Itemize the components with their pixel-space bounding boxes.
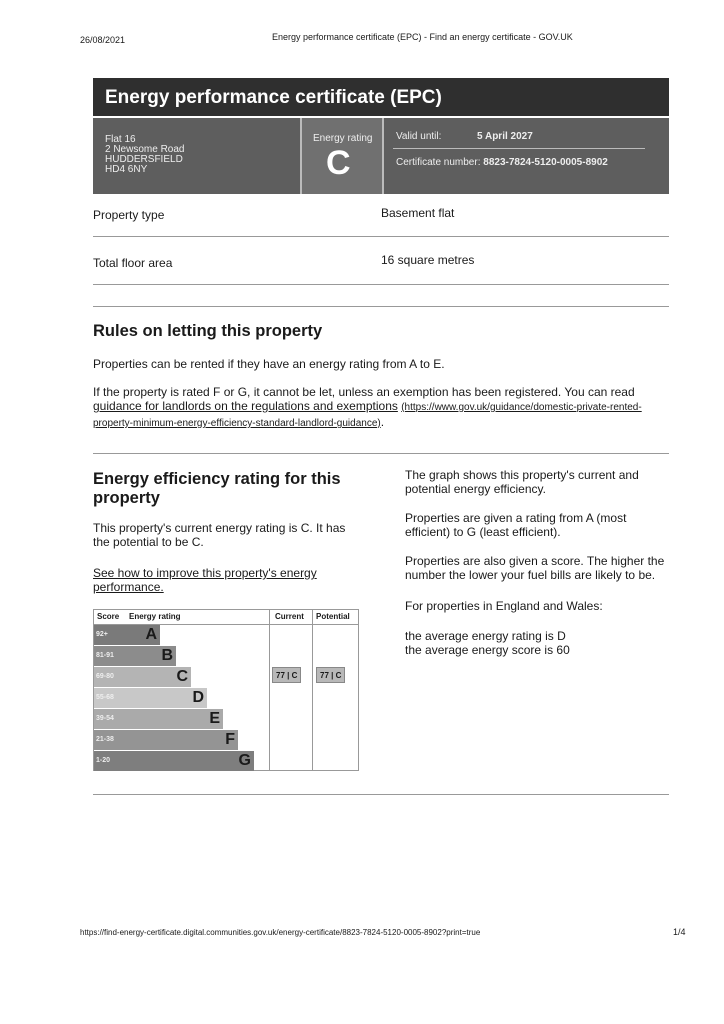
address-line: Flat 16 — [105, 134, 136, 145]
valid-until-label: Valid until: — [396, 131, 442, 142]
graph-column-divider — [269, 610, 270, 770]
band-bar-f — [126, 730, 238, 750]
landlord-guidance-link[interactable]: guidance for landlords on the regulations and exemptions — [93, 399, 398, 413]
band-score-g: 1-20 — [94, 751, 126, 771]
efficiency-heading — [93, 470, 341, 508]
graph-potential-header: Potential — [316, 612, 350, 621]
energy-rating-graph — [93, 609, 359, 771]
score-explanation — [405, 554, 664, 582]
floor-area-value: 16 square metres — [381, 253, 475, 267]
text-line: number the lower your fuel bills are likely to be. — [405, 568, 656, 582]
current-rating-line: This property's current energy rating is C. It has — [93, 521, 346, 535]
current-rating-line: the potential to be C. — [93, 535, 204, 549]
text-line: Properties are also given a score. The higher the — [405, 554, 665, 568]
band-score-b: 81-91 — [94, 646, 126, 666]
efficiency-heading-line: property — [93, 489, 160, 507]
energy-rating-label: Energy rating — [313, 133, 373, 144]
band-letter-c: C — [176, 668, 188, 685]
band-letter-f: F — [225, 731, 235, 748]
letting-guidance-text: If the property is rated F or G, it cannot be let, unless an exemption has been registered. You can read — [93, 385, 635, 399]
address-line: 2 Newsome Road — [105, 144, 185, 155]
certificate-number-value: 8823-7824-5120-0005-8902 — [483, 157, 608, 168]
landlord-guidance-url[interactable]: property-minimum-energy-efficiency-standard-landlord-guidance) — [93, 418, 381, 429]
graph-column-divider — [312, 610, 313, 770]
certificate-number — [396, 157, 608, 168]
divider — [93, 236, 669, 237]
landlord-guidance-url[interactable]: (https://www.gov.uk/guidance/domestic-private-rented- — [401, 402, 642, 413]
band-score-a: 92+ — [94, 625, 126, 645]
valid-until-date: 5 April 2027 — [477, 131, 533, 142]
energy-rating-letter: C — [326, 144, 351, 182]
band-score-d: 55-68 — [94, 688, 126, 708]
divider — [93, 794, 669, 795]
text-line: potential energy efficiency. — [405, 482, 546, 496]
band-bar-c — [126, 667, 191, 687]
divider — [93, 284, 669, 285]
rating-range-explanation — [405, 511, 626, 539]
band-bar-d — [126, 688, 207, 708]
current-rating-text — [93, 521, 345, 549]
efficiency-heading-line: Energy efficiency rating for this — [93, 470, 341, 488]
certificate-number-label: Certificate number: — [396, 157, 481, 168]
band-bar-e — [126, 709, 223, 729]
letting-paragraph: Properties can be rented if they have an energy rating from A to E. — [93, 357, 445, 371]
text-line: The graph shows this property's current and — [405, 468, 639, 482]
graph-current-header: Current — [275, 612, 304, 621]
graph-explanation — [405, 468, 639, 496]
letting-guidance-end: . — [380, 415, 385, 429]
band-letter-b: B — [161, 647, 173, 664]
band-letter-d: D — [192, 689, 204, 706]
text-line: the average energy score is 60 — [405, 643, 570, 657]
floor-area-label: Total floor area — [93, 256, 173, 270]
potential-rating-tag: 77 | C — [316, 667, 345, 683]
divider — [93, 306, 669, 307]
band-bar-b — [126, 646, 176, 666]
letting-guidance-paragraph — [93, 385, 673, 431]
property-type-value: Basement flat — [381, 206, 455, 220]
improve-link-line[interactable]: performance. — [93, 580, 164, 594]
band-letter-g: G — [238, 752, 251, 769]
property-address — [105, 135, 184, 175]
page-title: Energy performance certificate (EPC) — [93, 78, 669, 116]
graph-score-header: Score — [97, 612, 120, 621]
average-rating-info — [405, 629, 570, 657]
graph-rating-header: Energy rating — [129, 612, 181, 621]
improve-performance-link[interactable] — [93, 566, 317, 594]
print-footer-url: https://find-energy-certificate.digital.communities.gov.uk/energy-certificate/8823-7824-5120-0005-8902?print=true — [80, 928, 481, 937]
text-line: efficient) to G (least efficient). — [405, 525, 561, 539]
region-note: For properties in England and Wales: — [405, 599, 603, 613]
band-bar-g — [126, 751, 254, 771]
band-letter-e: E — [209, 710, 220, 727]
print-page-title: Energy performance certificate (EPC) - Find an energy certificate - GOV.UK — [272, 32, 573, 42]
band-bar-a — [126, 625, 160, 645]
energy-rating-box — [300, 118, 384, 194]
text-line: Properties are given a rating from A (most — [405, 511, 627, 525]
address-line: HUDDERSFIELD — [105, 154, 183, 165]
summary-panel — [93, 118, 669, 194]
address-line: HD4 6NY — [105, 164, 148, 175]
divider — [393, 148, 645, 149]
band-score-f: 21-38 — [94, 730, 126, 750]
print-date: 26/08/2021 — [80, 35, 126, 45]
band-score-c: 69-80 — [94, 667, 126, 687]
band-letter-a: A — [145, 626, 157, 643]
letting-heading: Rules on letting this property — [93, 322, 323, 340]
improve-link-line[interactable]: See how to improve this property's energy — [93, 566, 317, 580]
divider — [93, 453, 669, 454]
property-type-label: Property type — [93, 208, 165, 222]
current-rating-tag: 77 | C — [272, 667, 301, 683]
text-line: the average energy rating is D — [405, 629, 566, 643]
band-score-e: 39-54 — [94, 709, 126, 729]
page-number: 1/4 — [673, 927, 686, 937]
